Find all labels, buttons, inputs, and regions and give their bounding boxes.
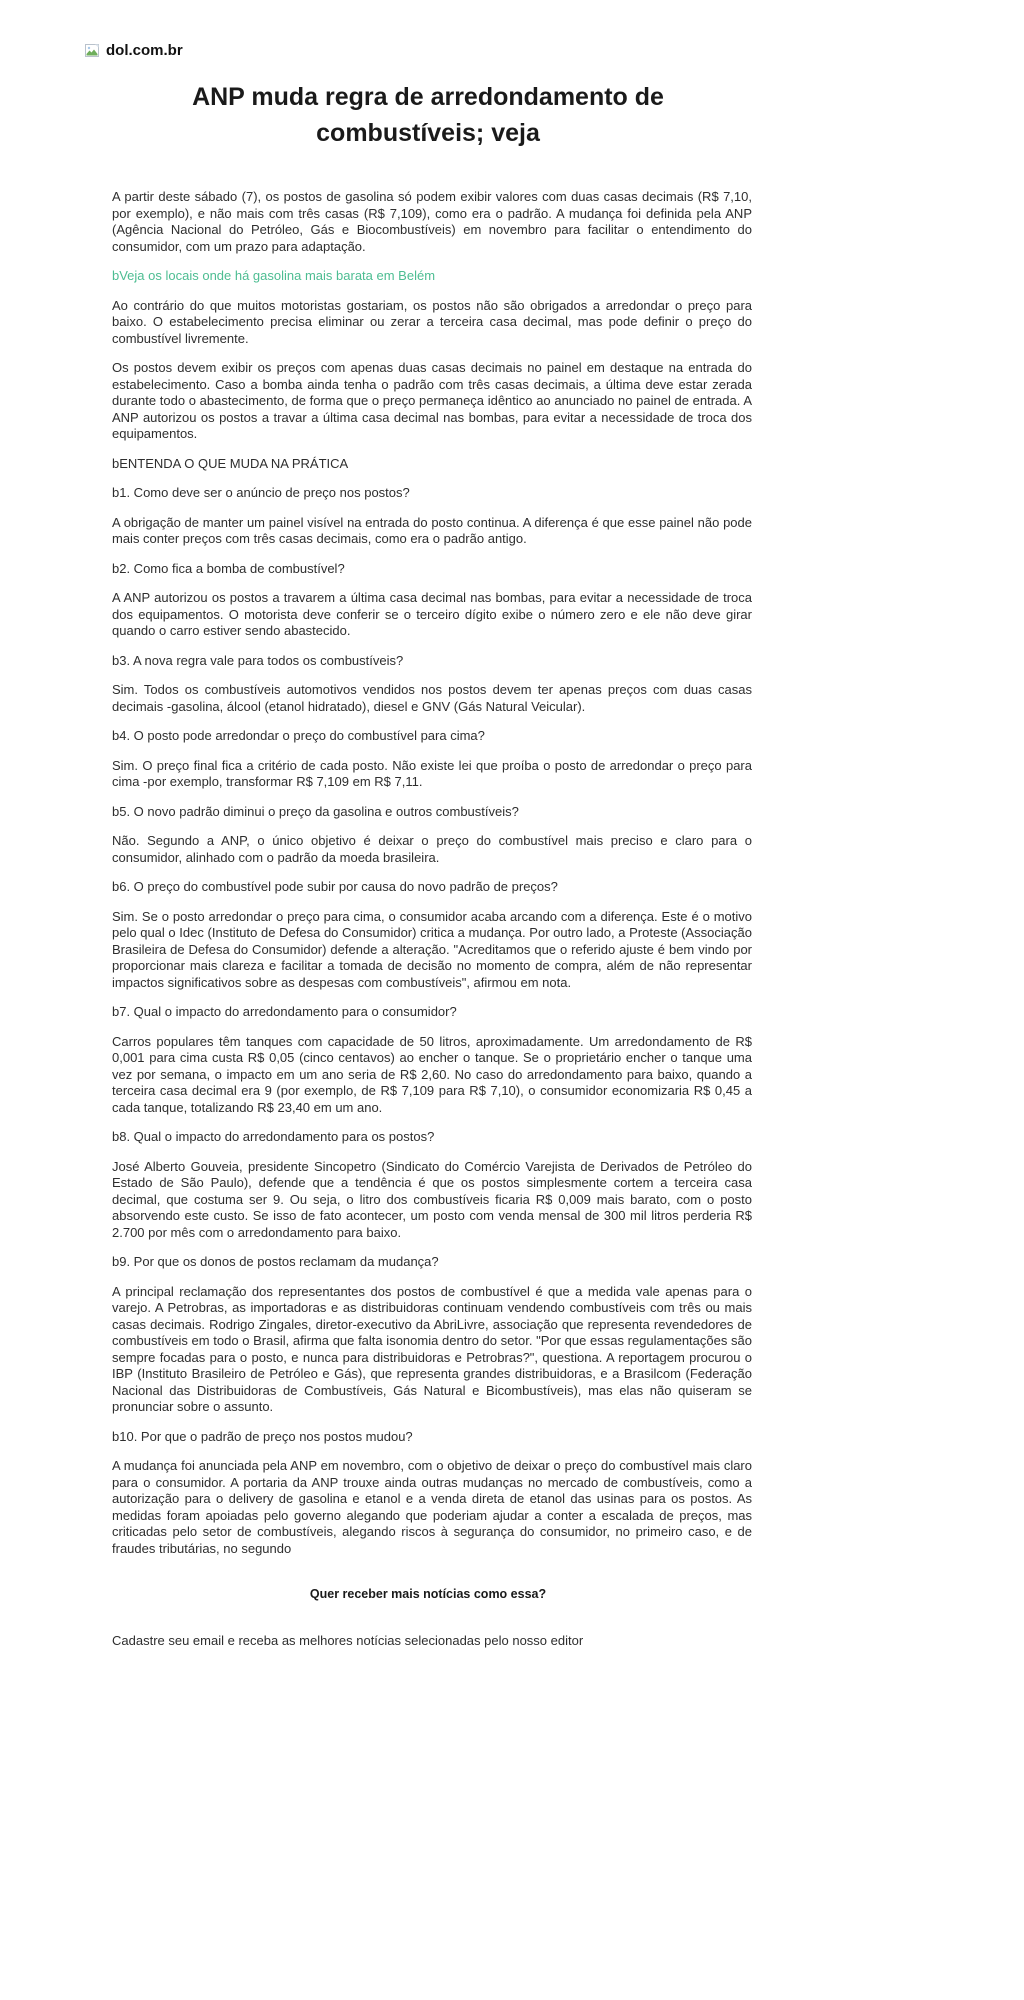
answer-b1: A obrigação de manter um painel visível na entrada do posto continua. A diferença é que esse painel não pode mais conter preços com três casas decimais, como era o padrão antigo. (112, 514, 752, 546)
section-heading: bENTENDA O QUE MUDA NA PRÁTICA (112, 455, 349, 471)
site-header (0, 0, 1024, 59)
answer-b6: Sim. Se o posto arredondar o preço para cima, o consumidor acaba arcando com a diferença. Este é o motivo pelo qual o Idec (Instituto de Defesa do Consumidor) critica a mudança. Por outro lado, a Proteste (Associação Brasileira de Defesa do Consumidor) defende a alteração. "Acreditamos que o referido ajuste é bem vindo por proporcionar mais clareza e facilitar a tomada de decisão no momento de compra, além de não representar impactos significativos sobre as despesas com combustíveis", afirmou em nota. (112, 908, 752, 990)
site-brand (84, 42, 1024, 59)
answer-b7: Carros populares têm tanques com capacidade de 50 litros, aproximadamente. Um arredondamento de R$ 0,001 para cima custa R$ 0,05 (cinco centavos) ao encher o tanque. Se o proprietário encher o tanque uma vez por semana, o impacto em um ano seria de R$ 2,60. No caso do arredondamento para baixo, quando a terceira casa decimal era 9 (por exemplo, de R$ 7,109 para R$ 7,10), o consumidor economizaria R$ 0,45 a cada tanque, totalizando R$ 23,40 em um ano. (112, 1033, 752, 1115)
question-b4: b4. O posto pode arredondar o preço do combustível para cima? (112, 728, 485, 743)
answer-b9: A principal reclamação dos representantes dos postos de combustível é que a medida vale apenas para o varejo. A Petrobras, as importadoras e as distribuidoras continuam vendendo combustíveis com três ou mais casas decimais. Rodrigo Zingales, diretor-executivo da AbriLivre, associação que representa revendedores de combustíveis em todo o Brasil, afirma que falta isonomia dentro do setor. "Por que essas regulamentações são sempre focadas para o posto, e nunca para distribuidoras e Petrobras?", questiona. A reportagem procurou o IBP (Instituto Brasileiro de Petróleo e Gás), que representa grandes distribuidoras, e a Brasilcom (Federação Nacional das Distribuidoras de Combustíveis, Gás Natural e Bicombustíveis), mas elas não quiseram se pronunciar sobre o assunto. (112, 1283, 752, 1414)
question-b10: b10. Por que o padrão de preço nos postos mudou? (112, 1428, 413, 1444)
question-b2: b2. Como fica a bomba de combustível? (112, 560, 345, 576)
answer-b8: José Alberto Gouveia, presidente Sincopetro (Sindicato do Comércio Varejista de Derivados de Petróleo do Estado de São Paulo), defende que a tendência é que os postos simplesmente cortem a terceira casa decimal, que costuma ser 9. Ou seja, o litro dos combustíveis ficaria R$ 0,009 mais barato, com o posto absorvendo este custo. Se isso de fato acontecer, um posto com venda mensal de 300 mil litros perderia R$ 2.700 por mês com o arredondamento para baixo. (112, 1158, 752, 1240)
question-b7: b7. Qual o impacto do arredondamento para o consumidor? (112, 1004, 457, 1019)
broken-image-icon (84, 43, 100, 59)
related-article-link[interactable]: bVeja os locais onde há gasolina mais barata em Belém (112, 268, 436, 283)
article-paragraph: A partir deste sábado (7), os postos de gasolina só podem exibir valores com duas casas decimais (R$ 7,10, por exemplo), e não mais com três casas (R$ 7,109), como era o padrão. A mudança foi definida pela ANP (Agência Nacional do Petróleo, Gás e Biocombustíveis) em novembro para facilitar o entendimento do consumidor, com um prazo para adaptação. (112, 189, 752, 254)
answer-b4: Sim. O preço final fica a critério de cada posto. Não existe lei que proíba o posto de arredondar o preço para cima -por exemplo, transformar R$ 7,109 em R$ 7,11. (112, 757, 752, 789)
question-b8: b8. Qual o impacto do arredondamento para os postos? (112, 1129, 435, 1144)
newsletter-title: Quer receber mais notícias como essa? (309, 1587, 547, 1601)
answer-b2: A ANP autorizou os postos a travarem a última casa decimal nas bombas, para evitar a necessidade de troca dos equipamentos. O motorista deve conferir se o terceiro dígito exibe o número zero e ele não deve girar quando o carro estiver sendo abastecido. (112, 590, 752, 638)
newsletter-subtitle: Cadastre seu email e receba as melhores notícias selecionadas pelo nosso editor (112, 1633, 584, 1648)
answer-b3: Sim. Todos os combustíveis automotivos vendidos nos postos devem ter apenas preços com duas casas decimais -gasolina, álcool (etanol hidratado), diesel e GNV (Gás Natural Veicular). (112, 682, 752, 714)
article-paragraph: Ao contrário do que muitos motoristas gostariam, os postos não são obrigados a arredondar o preço para baixo. O estabelecimento precisa eliminar ou zerar a terceira casa decimal, mas pode definir o preço do combustível livremente. (112, 297, 752, 346)
question-b1: b1. Como deve ser o anúncio de preço nos postos? (112, 485, 410, 500)
article-body (104, 79, 752, 1650)
question-b5: b5. O novo padrão diminui o preço da gasolina e outros combustíveis? (112, 803, 519, 819)
page-title: ANP muda regra de arredondamento de combustíveis; veja (192, 83, 664, 147)
answer-b10: A mudança foi anunciada pela ANP em novembro, com o objetivo de deixar o preço do combustível mais claro para o consumidor. A portaria da ANP trouxe ainda outras mudanças no mercado de combustíveis, como a autorização para o delivery de gasolina e etanol e a venda direta de etanol das usinas para os postos. As medidas foram apoiadas pelo governo alegando que poderiam ajudar a conter a escalada de preços, mas criticadas pelo setor de combustíveis, alegando riscos à segurança do consumidor, no primeiro caso, e de fraudes tributárias, no segundo (112, 1458, 752, 1556)
site-name: dol.com.br (106, 42, 183, 59)
answer-b5: Não. Segundo a ANP, o único objetivo é deixar o preço do combustível mais preciso e claro para o consumidor, alinhado com o padrão da moeda brasileira. (112, 833, 752, 865)
question-b9: b9. Por que os donos de postos reclamam da mudança? (112, 1254, 439, 1269)
question-b3: b3. A nova regra vale para todos os combustíveis? (112, 652, 404, 668)
question-b6: b6. O preço do combustível pode subir por causa do novo padrão de preços? (112, 879, 558, 894)
related-link-line (112, 268, 752, 285)
article-paragraph: Os postos devem exibir os preços com apenas duas casas decimais no painel em destaque na entrada do estabelecimento. Caso a bomba ainda tenha o padrão com três casas decimais, a última deve estar zerada durante todo o abastecimento, de forma que o preço permaneça idêntico ao anunciado no painel de entrada. A ANP autorizou os postos a travar a última casa decimal nas bombas, para evitar a necessidade de troca dos equipamentos. (112, 360, 752, 441)
